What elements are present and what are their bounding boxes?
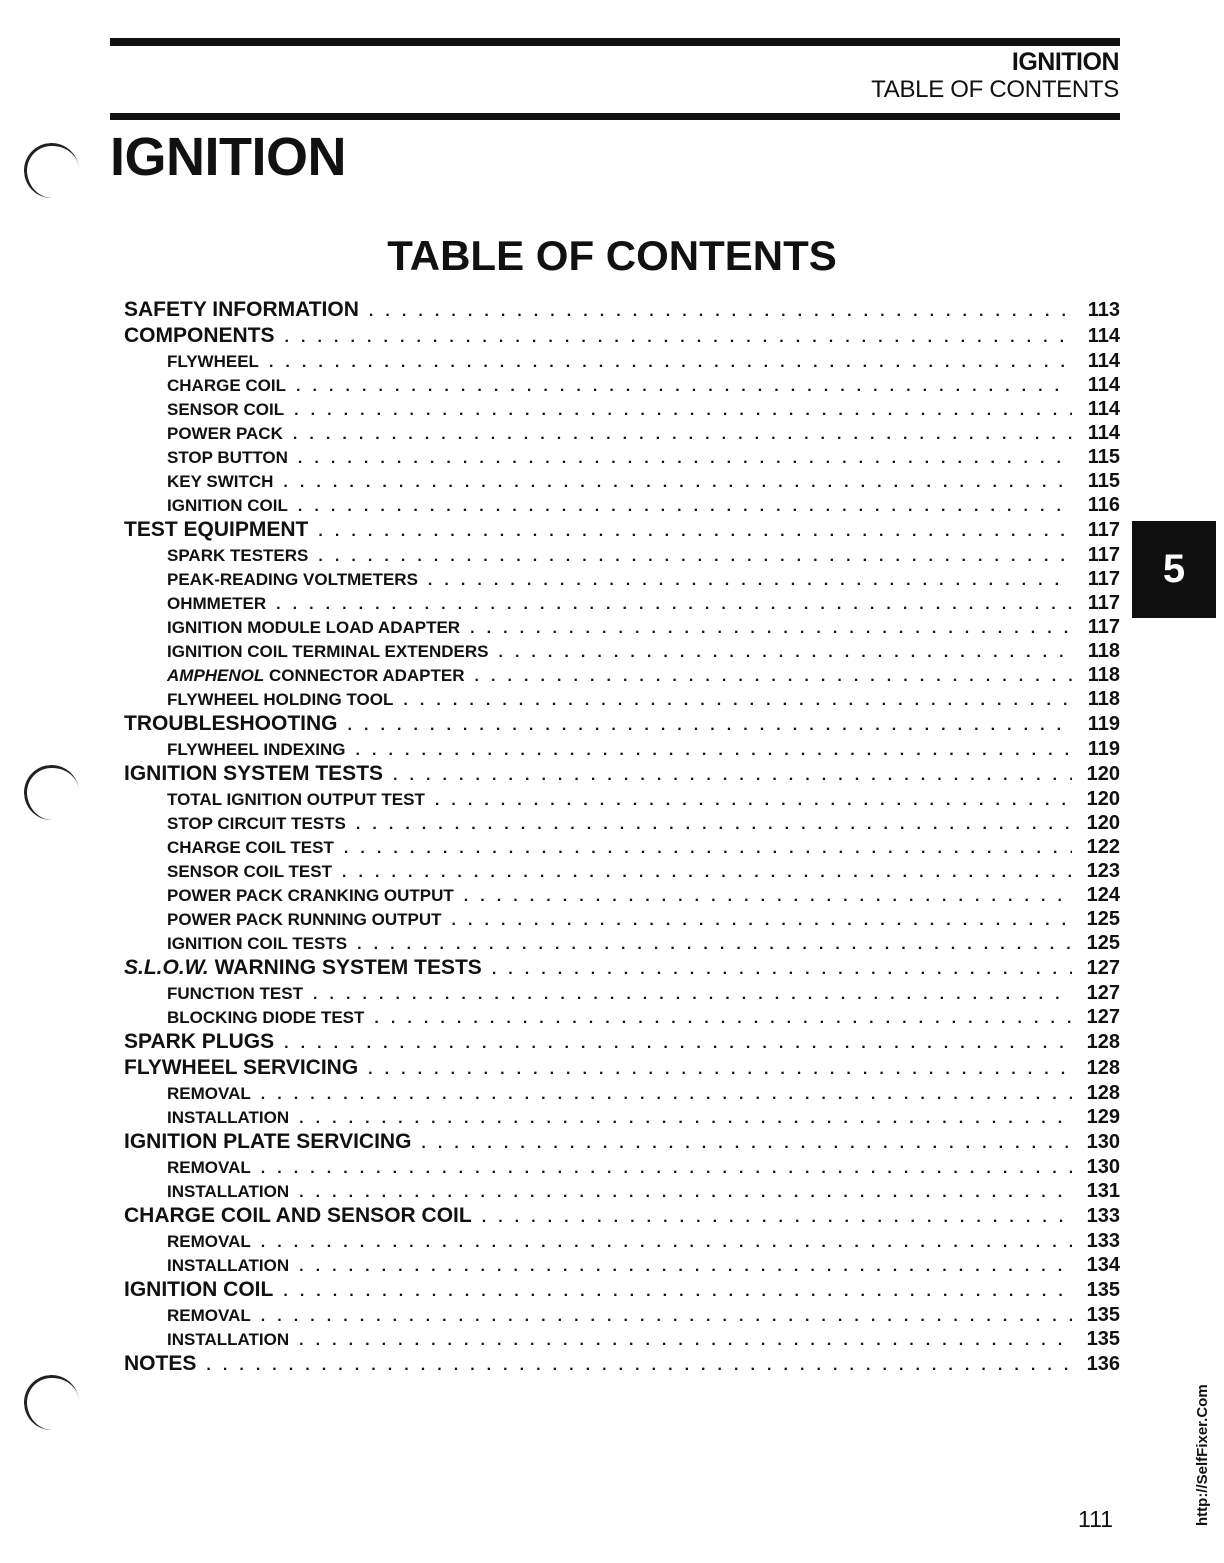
toc-entry-text: STOP CIRCUIT TESTS xyxy=(167,814,346,833)
toc-dot-leader xyxy=(299,1258,1072,1276)
toc-entry-page: 117 xyxy=(1087,592,1120,614)
toc-entry-label xyxy=(124,324,275,348)
toc-dot-leader xyxy=(298,498,1072,516)
toc-entry-page: 115 xyxy=(1087,446,1120,468)
toc-heading: TABLE OF CONTENTS xyxy=(387,232,837,279)
toc-entry-text: FUNCTION TEST xyxy=(167,984,303,1003)
toc-entry[interactable] xyxy=(124,640,1120,664)
toc-entry[interactable] xyxy=(124,1278,1120,1304)
toc-entry-label xyxy=(167,594,266,614)
toc-entry-label xyxy=(124,1278,273,1302)
toc-entry-text: REMOVAL xyxy=(167,1158,251,1177)
toc-entry[interactable] xyxy=(124,884,1120,908)
toc-dot-leader xyxy=(318,523,1072,541)
toc-entry-page: 114 xyxy=(1087,398,1120,420)
toc-dot-leader xyxy=(293,426,1072,444)
toc-dot-leader xyxy=(298,450,1072,468)
toc-entry[interactable] xyxy=(124,908,1120,932)
toc-entry-label xyxy=(167,1232,251,1252)
toc-entry-page: 127 xyxy=(1086,957,1120,979)
toc-entry-text: KEY SWITCH xyxy=(167,472,274,491)
toc-entry[interactable] xyxy=(124,398,1120,422)
toc-entry[interactable] xyxy=(124,688,1120,712)
toc-entry[interactable] xyxy=(124,616,1120,640)
chapter-tab xyxy=(1132,521,1216,618)
toc-dot-leader xyxy=(452,912,1072,930)
toc-dot-leader xyxy=(261,1086,1072,1104)
toc-entry-text: SENSOR COIL TEST xyxy=(167,862,332,881)
toc-dot-leader xyxy=(357,936,1072,954)
toc-entry-text: FLYWHEEL INDEXING xyxy=(167,740,346,759)
binder-hole-mark xyxy=(21,762,81,822)
toc-entry-label xyxy=(167,448,288,468)
toc-entry[interactable] xyxy=(124,544,1120,568)
toc-entry-italic-prefix: AMPHENOL xyxy=(167,666,265,685)
toc-entry-label xyxy=(167,666,465,686)
toc-entry-label xyxy=(167,1306,251,1326)
toc-dot-leader xyxy=(261,1308,1072,1326)
toc-entry-label xyxy=(124,762,383,786)
toc-entry[interactable] xyxy=(124,1328,1120,1352)
toc-entry-label xyxy=(167,618,460,638)
toc-entry[interactable] xyxy=(124,1156,1120,1180)
toc-entry[interactable] xyxy=(124,1006,1120,1030)
toc-entry-label xyxy=(167,1008,364,1028)
header-subtitle: TABLE OF CONTENTS xyxy=(871,76,1119,103)
toc-entry[interactable] xyxy=(124,1204,1120,1230)
toc-entry-text: CONNECTOR ADAPTER xyxy=(269,666,465,685)
toc-entry-page: 117 xyxy=(1087,568,1120,590)
toc-entry-text: SPARK PLUGS xyxy=(124,1030,275,1053)
toc-entry-page: 114 xyxy=(1087,325,1120,347)
toc-entry-label xyxy=(124,518,308,542)
toc-entry-text: INSTALLATION xyxy=(167,1108,290,1127)
toc-dot-leader xyxy=(428,572,1072,590)
toc-entry-page: 135 xyxy=(1086,1279,1120,1301)
toc-dot-leader xyxy=(299,1332,1072,1350)
toc-entry[interactable] xyxy=(124,982,1120,1006)
toc-entry-label xyxy=(124,298,359,322)
toc-entry[interactable] xyxy=(124,712,1120,738)
toc-entry-label xyxy=(124,1130,411,1154)
toc-entry-text: TROUBLESHOOTING xyxy=(124,712,338,735)
toc-entry-page: 129 xyxy=(1086,1106,1120,1128)
toc-entry-text: REMOVAL xyxy=(167,1232,251,1251)
watermark-url: http://SelfFixer.Com xyxy=(1194,1384,1211,1526)
toc-entry[interactable] xyxy=(124,1230,1120,1254)
toc-entry-page: 118 xyxy=(1087,640,1120,662)
toc-entry[interactable] xyxy=(124,1082,1120,1106)
toc-dot-leader xyxy=(276,596,1072,614)
toc-entry-label xyxy=(167,1084,251,1104)
toc-entry-label xyxy=(167,790,425,810)
toc-dot-leader xyxy=(475,668,1072,686)
toc-dot-leader xyxy=(356,816,1072,834)
toc-entry-text: OHMMETER xyxy=(167,594,267,613)
toc-entry[interactable] xyxy=(124,860,1120,884)
toc-dot-leader xyxy=(348,717,1073,735)
toc-entry[interactable] xyxy=(124,956,1120,982)
toc-entry-page: 120 xyxy=(1086,812,1120,834)
toc-entry[interactable] xyxy=(124,470,1120,494)
toc-entry-page: 130 xyxy=(1086,1156,1120,1178)
toc-entry-text: PEAK-READING VOLTMETERS xyxy=(167,570,418,589)
toc-dot-leader xyxy=(318,548,1072,566)
toc-dot-leader xyxy=(269,354,1072,372)
toc-entry-label xyxy=(167,910,442,930)
toc-dot-leader xyxy=(261,1160,1072,1178)
toc-entry-label xyxy=(167,1256,289,1276)
toc-entry-label xyxy=(124,1056,358,1080)
toc-entry-text: NOTES xyxy=(124,1352,197,1375)
toc-entry-page: 125 xyxy=(1086,908,1120,930)
toc-entry[interactable] xyxy=(124,932,1120,956)
toc-entry-text: TEST EQUIPMENT xyxy=(124,518,309,541)
toc-dot-leader xyxy=(403,692,1072,710)
toc-entry-page: 130 xyxy=(1086,1131,1120,1153)
toc-dot-leader xyxy=(374,1010,1072,1028)
toc-entry-label xyxy=(167,376,286,396)
toc-dot-leader xyxy=(299,1184,1072,1202)
toc-entry-text: IGNITION PLATE SERVICING xyxy=(124,1130,412,1153)
toc-dot-leader xyxy=(356,742,1072,760)
toc-entry-label xyxy=(167,472,273,492)
toc-dot-leader xyxy=(421,1135,1072,1153)
toc-dot-leader xyxy=(492,961,1072,979)
toc-entry-text: IGNITION COIL xyxy=(167,496,288,515)
toc-entry-page: 125 xyxy=(1086,932,1120,954)
toc-entry-page: 128 xyxy=(1086,1082,1120,1104)
chapter-tab-number: 5 xyxy=(1162,547,1186,591)
toc-entry-label xyxy=(167,1182,289,1202)
toc-entry[interactable] xyxy=(124,836,1120,860)
toc-entry[interactable] xyxy=(124,664,1120,688)
toc-entry-page: 131 xyxy=(1086,1180,1120,1202)
toc-dot-leader xyxy=(435,792,1072,810)
toc-dot-leader xyxy=(470,620,1072,638)
toc-dot-leader xyxy=(498,644,1072,662)
toc-dot-leader xyxy=(284,1035,1072,1053)
toc-entry-text: POWER PACK RUNNING OUTPUT xyxy=(167,910,442,929)
toc-entry-page: 119 xyxy=(1087,713,1120,735)
toc-dot-leader xyxy=(283,1283,1072,1301)
toc-entry-label xyxy=(167,814,346,834)
toc-entry[interactable] xyxy=(124,592,1120,616)
toc-entry-page: 115 xyxy=(1087,470,1120,492)
toc-entry-page: 114 xyxy=(1087,422,1120,444)
toc-dot-leader xyxy=(294,402,1072,420)
toc-entry-label xyxy=(167,642,488,662)
toc-entry-page: 116 xyxy=(1087,494,1120,516)
toc-entry-page: 117 xyxy=(1087,544,1120,566)
toc-entry-page: 134 xyxy=(1086,1254,1120,1276)
toc-dot-leader xyxy=(393,767,1072,785)
toc-entry-page: 119 xyxy=(1087,738,1120,760)
toc-entry-text: COMPONENTS xyxy=(124,324,275,347)
toc-entry-text: FLYWHEEL HOLDING TOOL xyxy=(167,690,394,709)
toc-entry[interactable] xyxy=(124,762,1120,788)
toc-entry-text: IGNITION COIL xyxy=(124,1278,274,1301)
toc-dot-leader xyxy=(344,840,1072,858)
toc-entry-label xyxy=(167,740,346,760)
toc-entry-label xyxy=(167,1158,251,1178)
toc-entry[interactable] xyxy=(124,738,1120,762)
toc-dot-leader xyxy=(261,1234,1072,1252)
toc-entry-page: 127 xyxy=(1086,982,1120,1004)
toc-entry-page: 113 xyxy=(1087,299,1120,321)
binder-hole-mark xyxy=(21,1372,81,1432)
toc-entry-page: 122 xyxy=(1086,836,1120,858)
toc-entry-page: 117 xyxy=(1087,519,1120,541)
toc-entry-page: 114 xyxy=(1087,350,1120,372)
toc-entry-page: 114 xyxy=(1087,374,1120,396)
toc-dot-leader xyxy=(283,474,1072,492)
toc-entry-label xyxy=(167,1330,289,1350)
toc-entry-page: 124 xyxy=(1086,884,1120,906)
toc-entry-label xyxy=(167,690,393,710)
toc-entry[interactable] xyxy=(124,1180,1120,1204)
toc-entry-label xyxy=(167,352,259,372)
toc-entry-label xyxy=(167,1108,289,1128)
toc-dot-leader xyxy=(368,1061,1072,1079)
toc-entry-text: CHARGE COIL xyxy=(167,376,286,395)
toc-entry-text: INSTALLATION xyxy=(167,1182,290,1201)
toc-entry-label xyxy=(167,400,284,420)
toc-entry-text: SPARK TESTERS xyxy=(167,546,309,565)
toc-entry-text: IGNITION COIL TESTS xyxy=(167,934,348,953)
toc-entry-text: TOTAL IGNITION OUTPUT TEST xyxy=(167,790,425,809)
toc-entry-page: 136 xyxy=(1086,1353,1120,1375)
toc-entry-page: 133 xyxy=(1086,1230,1120,1252)
toc-entry-text: CHARGE COIL AND SENSOR COIL xyxy=(124,1204,472,1227)
toc-dot-leader xyxy=(342,864,1072,882)
toc-entry[interactable] xyxy=(124,1254,1120,1278)
toc-entry-text: CHARGE COIL TEST xyxy=(167,838,334,857)
toc-entry-text: STOP BUTTON xyxy=(167,448,288,467)
toc-entry-label xyxy=(124,712,338,736)
header-bottom-rule xyxy=(110,113,1120,120)
toc-entry-label xyxy=(167,496,288,516)
toc-entry-page: 135 xyxy=(1086,1328,1120,1350)
toc-entry-label xyxy=(124,956,482,980)
toc-entry-page: 120 xyxy=(1086,788,1120,810)
toc-entry-text: WARNING SYSTEM TESTS xyxy=(214,956,482,979)
toc-entry-page: 118 xyxy=(1087,688,1120,710)
toc-entry-page: 117 xyxy=(1087,616,1120,638)
toc-entry-text: INSTALLATION xyxy=(167,1330,290,1349)
toc-entry-text: SAFETY INFORMATION xyxy=(124,298,359,321)
toc-entry-label xyxy=(167,934,347,954)
toc-dot-leader xyxy=(369,303,1072,321)
toc-entry-label xyxy=(167,984,303,1004)
toc-entry-page: 128 xyxy=(1086,1057,1120,1079)
toc-entry[interactable] xyxy=(124,298,1120,324)
header-section-name: IGNITION xyxy=(1011,48,1119,76)
toc-entry-text: BLOCKING DIODE TEST xyxy=(167,1008,365,1027)
toc-entry-text: FLYWHEEL xyxy=(167,352,259,371)
toc-entry-text: SENSOR COIL xyxy=(167,400,285,419)
toc-entry-page: 118 xyxy=(1087,664,1120,686)
toc-entry[interactable] xyxy=(124,1106,1120,1130)
toc-dot-leader xyxy=(296,378,1072,396)
toc-entry[interactable] xyxy=(124,812,1120,836)
toc-entry[interactable] xyxy=(124,1130,1120,1156)
toc-entry-page: 123 xyxy=(1086,860,1120,882)
toc-dot-leader xyxy=(313,986,1072,1004)
toc-entry-page: 135 xyxy=(1086,1304,1120,1326)
toc-dot-leader xyxy=(464,888,1072,906)
toc-entry[interactable] xyxy=(124,1030,1120,1056)
toc-entry[interactable] xyxy=(124,446,1120,470)
header-top-rule xyxy=(110,38,1120,46)
toc-entry[interactable] xyxy=(124,422,1120,446)
toc-entry-page: 120 xyxy=(1086,763,1120,785)
page-number: 111 xyxy=(1078,1506,1113,1532)
toc-entry-text: REMOVAL xyxy=(167,1084,251,1103)
toc-entry-page: 127 xyxy=(1086,1006,1120,1028)
toc-entry-text: REMOVAL xyxy=(167,1306,251,1325)
toc-entry[interactable] xyxy=(124,1304,1120,1328)
toc-entry-label xyxy=(167,862,332,882)
toc-entry-label xyxy=(167,424,283,444)
toc-entry[interactable] xyxy=(124,494,1120,518)
toc-entry-label xyxy=(167,838,334,858)
toc-entry-text: IGNITION MODULE LOAD ADAPTER xyxy=(167,618,461,637)
toc-entry-text: IGNITION COIL TERMINAL EXTENDERS xyxy=(167,642,489,661)
toc-entry-label xyxy=(124,1352,196,1376)
toc-entry[interactable] xyxy=(124,324,1120,350)
binder-hole-mark xyxy=(21,140,81,200)
toc-entry-page: 133 xyxy=(1086,1205,1120,1227)
toc-entry[interactable] xyxy=(124,568,1120,592)
toc-entry-italic-prefix: S.L.O.W. xyxy=(124,956,209,979)
toc-entry-text: POWER PACK xyxy=(167,424,283,443)
toc-dot-leader xyxy=(299,1110,1072,1128)
toc-entry-text: INSTALLATION xyxy=(167,1256,290,1275)
toc-entry[interactable] xyxy=(124,374,1120,398)
toc-dot-leader xyxy=(482,1209,1072,1227)
toc-entry-text: POWER PACK CRANKING OUTPUT xyxy=(167,886,454,905)
toc-dot-leader xyxy=(285,329,1072,347)
toc-entry[interactable] xyxy=(124,788,1120,812)
toc-entry[interactable] xyxy=(124,518,1120,544)
toc-entry-label xyxy=(167,570,418,590)
toc-entry-text: IGNITION SYSTEM TESTS xyxy=(124,762,384,785)
toc-entry-label xyxy=(167,886,454,906)
table-of-contents xyxy=(124,298,1120,1378)
toc-entry-label xyxy=(167,546,308,566)
toc-dot-leader xyxy=(206,1357,1072,1375)
toc-entry[interactable] xyxy=(124,1056,1120,1082)
toc-entry-page: 128 xyxy=(1086,1031,1120,1053)
chapter-title: IGNITION xyxy=(110,127,346,187)
toc-entry-label xyxy=(124,1204,472,1228)
toc-entry[interactable] xyxy=(124,350,1120,374)
toc-entry[interactable] xyxy=(124,1352,1120,1378)
toc-entry-text: FLYWHEEL SERVICING xyxy=(124,1056,359,1079)
toc-entry-label xyxy=(124,1030,274,1054)
